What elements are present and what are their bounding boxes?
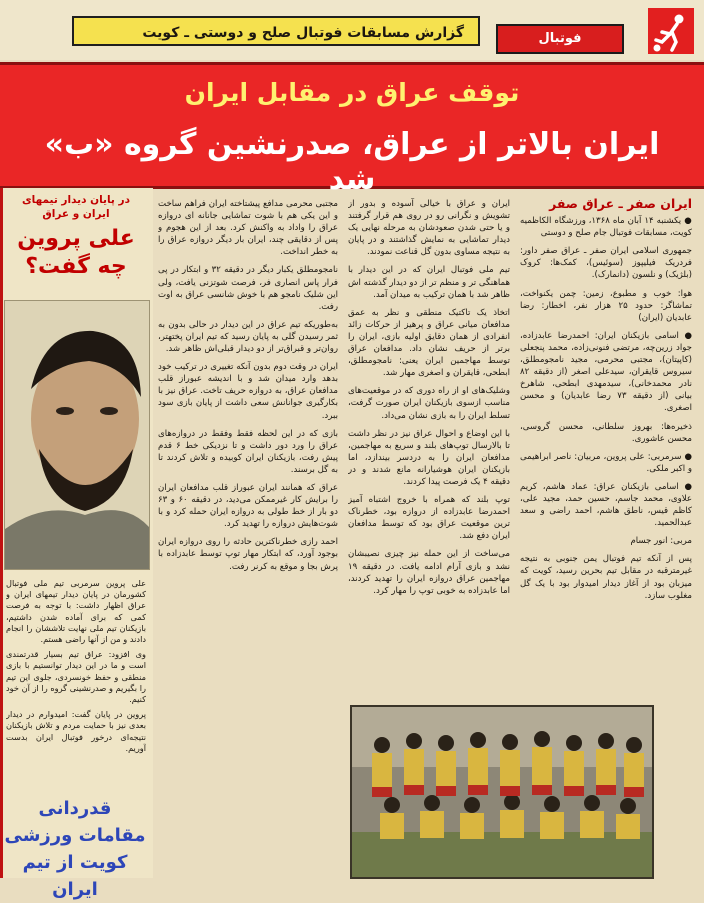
paragraph: مربی: انور جسام: [630, 536, 692, 547]
paragraph: ● یکشنبه ۱۴ آبان ماه ۱۳۶۸، ورزشگاه الکاظمیه کویت، مسابقات فوتبال جام صلح و دوستی: [520, 216, 692, 239]
paragraph: ذخیره‌ها: بهروز سلطانی، محسن گروسی، محسن عاشوری.: [520, 421, 692, 444]
paragraph: ● سرمربی: علی پروین، مربیان: ناصر ابراهیمی و اکبر ملکی.: [520, 451, 692, 474]
paragraph: ● اسامی بازیکنان ایران: احمدرضا عابدزاده، جواد زرین‌چه، مرتضی فنونی‌زاده، محمد پنجعلی (کاپیتان)، مجتبی محرمی، مجید نامجومطلق، سیروس قایقران، سیدعلی اصغر (از دقیقه ۸۲ نادر محمدخانی)، سیدمهدی ابطحی، شاهرخ بیانی (از دقیقه ۷۳ رضا عابدیان) و محسن اصغری.: [520, 330, 692, 414]
paragraph: می‌ساخت از این حمله نیز چیزی نصیبشان نشد و بازی آرام ادامه یافت. در دقیقه ۱۹ مهاجمین عراق دروازه ایران را تهدید کردند، اما عابدزاده به خوبی توپ را مهار کرد.: [348, 549, 510, 596]
score-title: ایران صفر ـ عراق صفر: [549, 198, 692, 211]
paragraph: علی پروین سرمربی تیم ملی فوتبال کشورمان در پایان دیدار تیمهای ایران و عراق اظهار داشت: با توجه به فرصت کمی که برای آماده شدن داشتیم، بازیکنان تیم ملی نهایت تلاششان را انجام دادند و من از آنها راضی هستم.: [6, 578, 146, 645]
right-column: [520, 198, 692, 668]
interview-title-box: [8, 193, 144, 296]
section-label: فوتبال: [496, 24, 624, 54]
paragraph: به‌طوریکه تیم عراق در این دیدار در حالی بدون به ثمر رسیدن گلی به پایان رسید که تیم ایران پختهتر، روان‌تر و قبراق‌تر از دو دیدار قبلی‌اش ظاهر شد.: [158, 319, 338, 355]
paragraph: پروین در پایان گفت: امیدوارم در دیدار بعدی نیز با حمایت مردم و تلاش بازیکنان نتیجه‌ای درخور فوتبال ایران بدست آوریم.: [6, 709, 146, 753]
coach-portrait: [4, 300, 150, 570]
interview-kicker: در پایان دیدار تیمهای ایران و عراق: [22, 194, 130, 220]
paragraph: پس از آنکه تیم فوتبال یمن جنوبی به نتیجه غیرمترقبه در مقابل تیم بحرین رسید، کویت که میزبان بود از آغاز دیدار امیدوار بود با یک گل مغلوب سازد.: [520, 554, 692, 601]
paragraph: تیم ملی فوتبال ایران که در این دیدار با هماهنگی تر و منظم تر از دو دیدار گذشته اش ظاهر شد با همان ترکیب به میدان آمد.: [348, 265, 510, 300]
headline: توقف عراق در مقابل ایران: [184, 78, 520, 107]
paragraph: ایران و عراق با خیالی آسوده و بدور از تشویش و نگرانی رو در روی هم قرار گرفتند و یا حتی شدن صعودشان به مرحله نهایی یک دیدار تماشایی به نمایش گذاشتند و در پایان به نتیجه مساوی بدون گل قناعت نمودند.: [348, 199, 510, 258]
paragraph: ● اسامی بازیکنان عراق: عماد هاشم، کریم علاوی، محمد جاسم، حسین حمد، مجید علی، کاظم قیس، ناطق هاشم، احمد راضی و سعد عبدالحمید.: [520, 481, 692, 529]
paragraph: هوا: خوب و مطبوع، زمین: چمن یکنواخت، تماشاگر: حدود ۲۵ هزار نفر، اخطار: رضا عابدیان (ایران): [520, 288, 692, 323]
paragraph: اتخاذ یک تاکتیک منطقی و نظر به عمق مدافعان میانی عراق و پرهیز از حرکات زائد انفرادی از همان دقایق اولیه بازی، ایران را برتر از حریف نشان داد. مدافعان عراق توسط مهاجمین ایران یعنی: نامجومطلق، ابطحی، قایقران و اصغری مهار شد.: [348, 307, 510, 379]
subheadline: ایران بالاتر از عراق، صدرنشین گروه «ب» شد: [44, 127, 660, 197]
paragraph: بازی که در این لحظه فقط وفقط در دروازه‌های عراق را ورد دور داشت و تا نزدیکی خط ۶ قدم پیش رفت، بازیکنان ایران کوبیده و تلاش کردند تا به گل برسند.: [158, 428, 338, 475]
interview-headline: علی پروین چه گفت؟: [17, 226, 135, 279]
paragraph: وی افزود: عراق تیم بسیار قدرتمندی است و ما در این دیدار توانستیم با بازی منطقی و حفظ خونسردی، جلوی این تیم را بگیریم و صدرنشینی گروه را از آن خود کنیم.: [6, 649, 146, 705]
soccer-player-icon: [648, 8, 694, 54]
report-title: گزارش مسابقات فوتبال صلح و دوستی ـ کویت: [72, 16, 480, 46]
interview-body: [6, 578, 146, 786]
paragraph: مجتبی محرمی مدافع پیشتاخته ایران فراهم ساخت و این یکی هم با شوت تماشایی جانانه ای دروازه عراق را واداد به واکنش کرد. بعد از این هجوم و پس از دقایقی چند، ایران بار دیگر دروازه عراق را به خطر انداخت.: [158, 199, 338, 258]
middle-column: [348, 198, 510, 626]
left-column: [158, 198, 338, 846]
paragraph: احمد رازی خطرناکترین حادثه را روی دروازه ایران بوجود آورد، که ابتکار مهار توپ توسط عابدزاده با پرش بجا و موقع به کرنر رفت.: [158, 537, 338, 572]
paragraph: جمهوری اسلامی ایران صفر ـ عراق صفر داور: فردریک فیلیپوز (سوئیس)، کمک‌ها: کروک (بلژیک) و نلسون (دانمارک).: [520, 246, 692, 281]
paragraph: وشلیک‌های او از راه دوری که در موقعیت‌های مناسب ازسوی بازیکنان ایران صورت گرفت، تسلط ایران را به بازی نشان می‌داد.: [348, 386, 510, 421]
paragraph: عراق که همانند ایران عبوراز قلب مدافعان ایران را برایش کار غیرممکن می‌دید، در دقیقه ۶۰ و ۶۳ دو بار از خط طولی به دروازه ایران حمله کرد و با شوت‌هایش دروازه را تهدید کرد.: [158, 482, 338, 530]
paragraph: با این اوضاع و احوال عراق نیز در نظر داشت تا بالارسال توپ‌های بلند و سریع به مهاجمین، مدافعان ایران را به دردسر بیندازد، اما بازیکنان ایران هوشیارانه مانع شدند و در دقیقه ۴ یک فرصت پیدا کردند.: [348, 428, 510, 487]
paragraph: ایران در وقت دوم بدون آنکه تغییری در ترکیب خود بدهد وارد میدان شد و با اندیشه عبوراز قلب مدافعان عراق، به دروازه حریف تاخت. عراق نیز با بکارگیری جوانانش سعی داشت از پایان بازی سود ببرد.: [158, 362, 338, 421]
paragraph: نامجومطلق یکبار دیگر در دقیقه ۳۲ و ابتکار در پی فرار پاس انصاری فر، فرصت شوتزنی یافت، ولی این شلیک نامجو هم با خوش شانسی عراق به اوت رفت.: [158, 265, 338, 312]
gratitude-heading: قدردانی مقامات ورزشی کویت از تیم ایران: [4, 798, 146, 900]
team-photo: [350, 705, 654, 879]
paragraph: توپ بلند که همراه با خروج اشتباه آمیز احمدرضا عابدزاده از دروازه بود، خطرناک ترین موقعیت عراق بود که توسط مدافعان ایران دفع شد.: [348, 495, 510, 542]
